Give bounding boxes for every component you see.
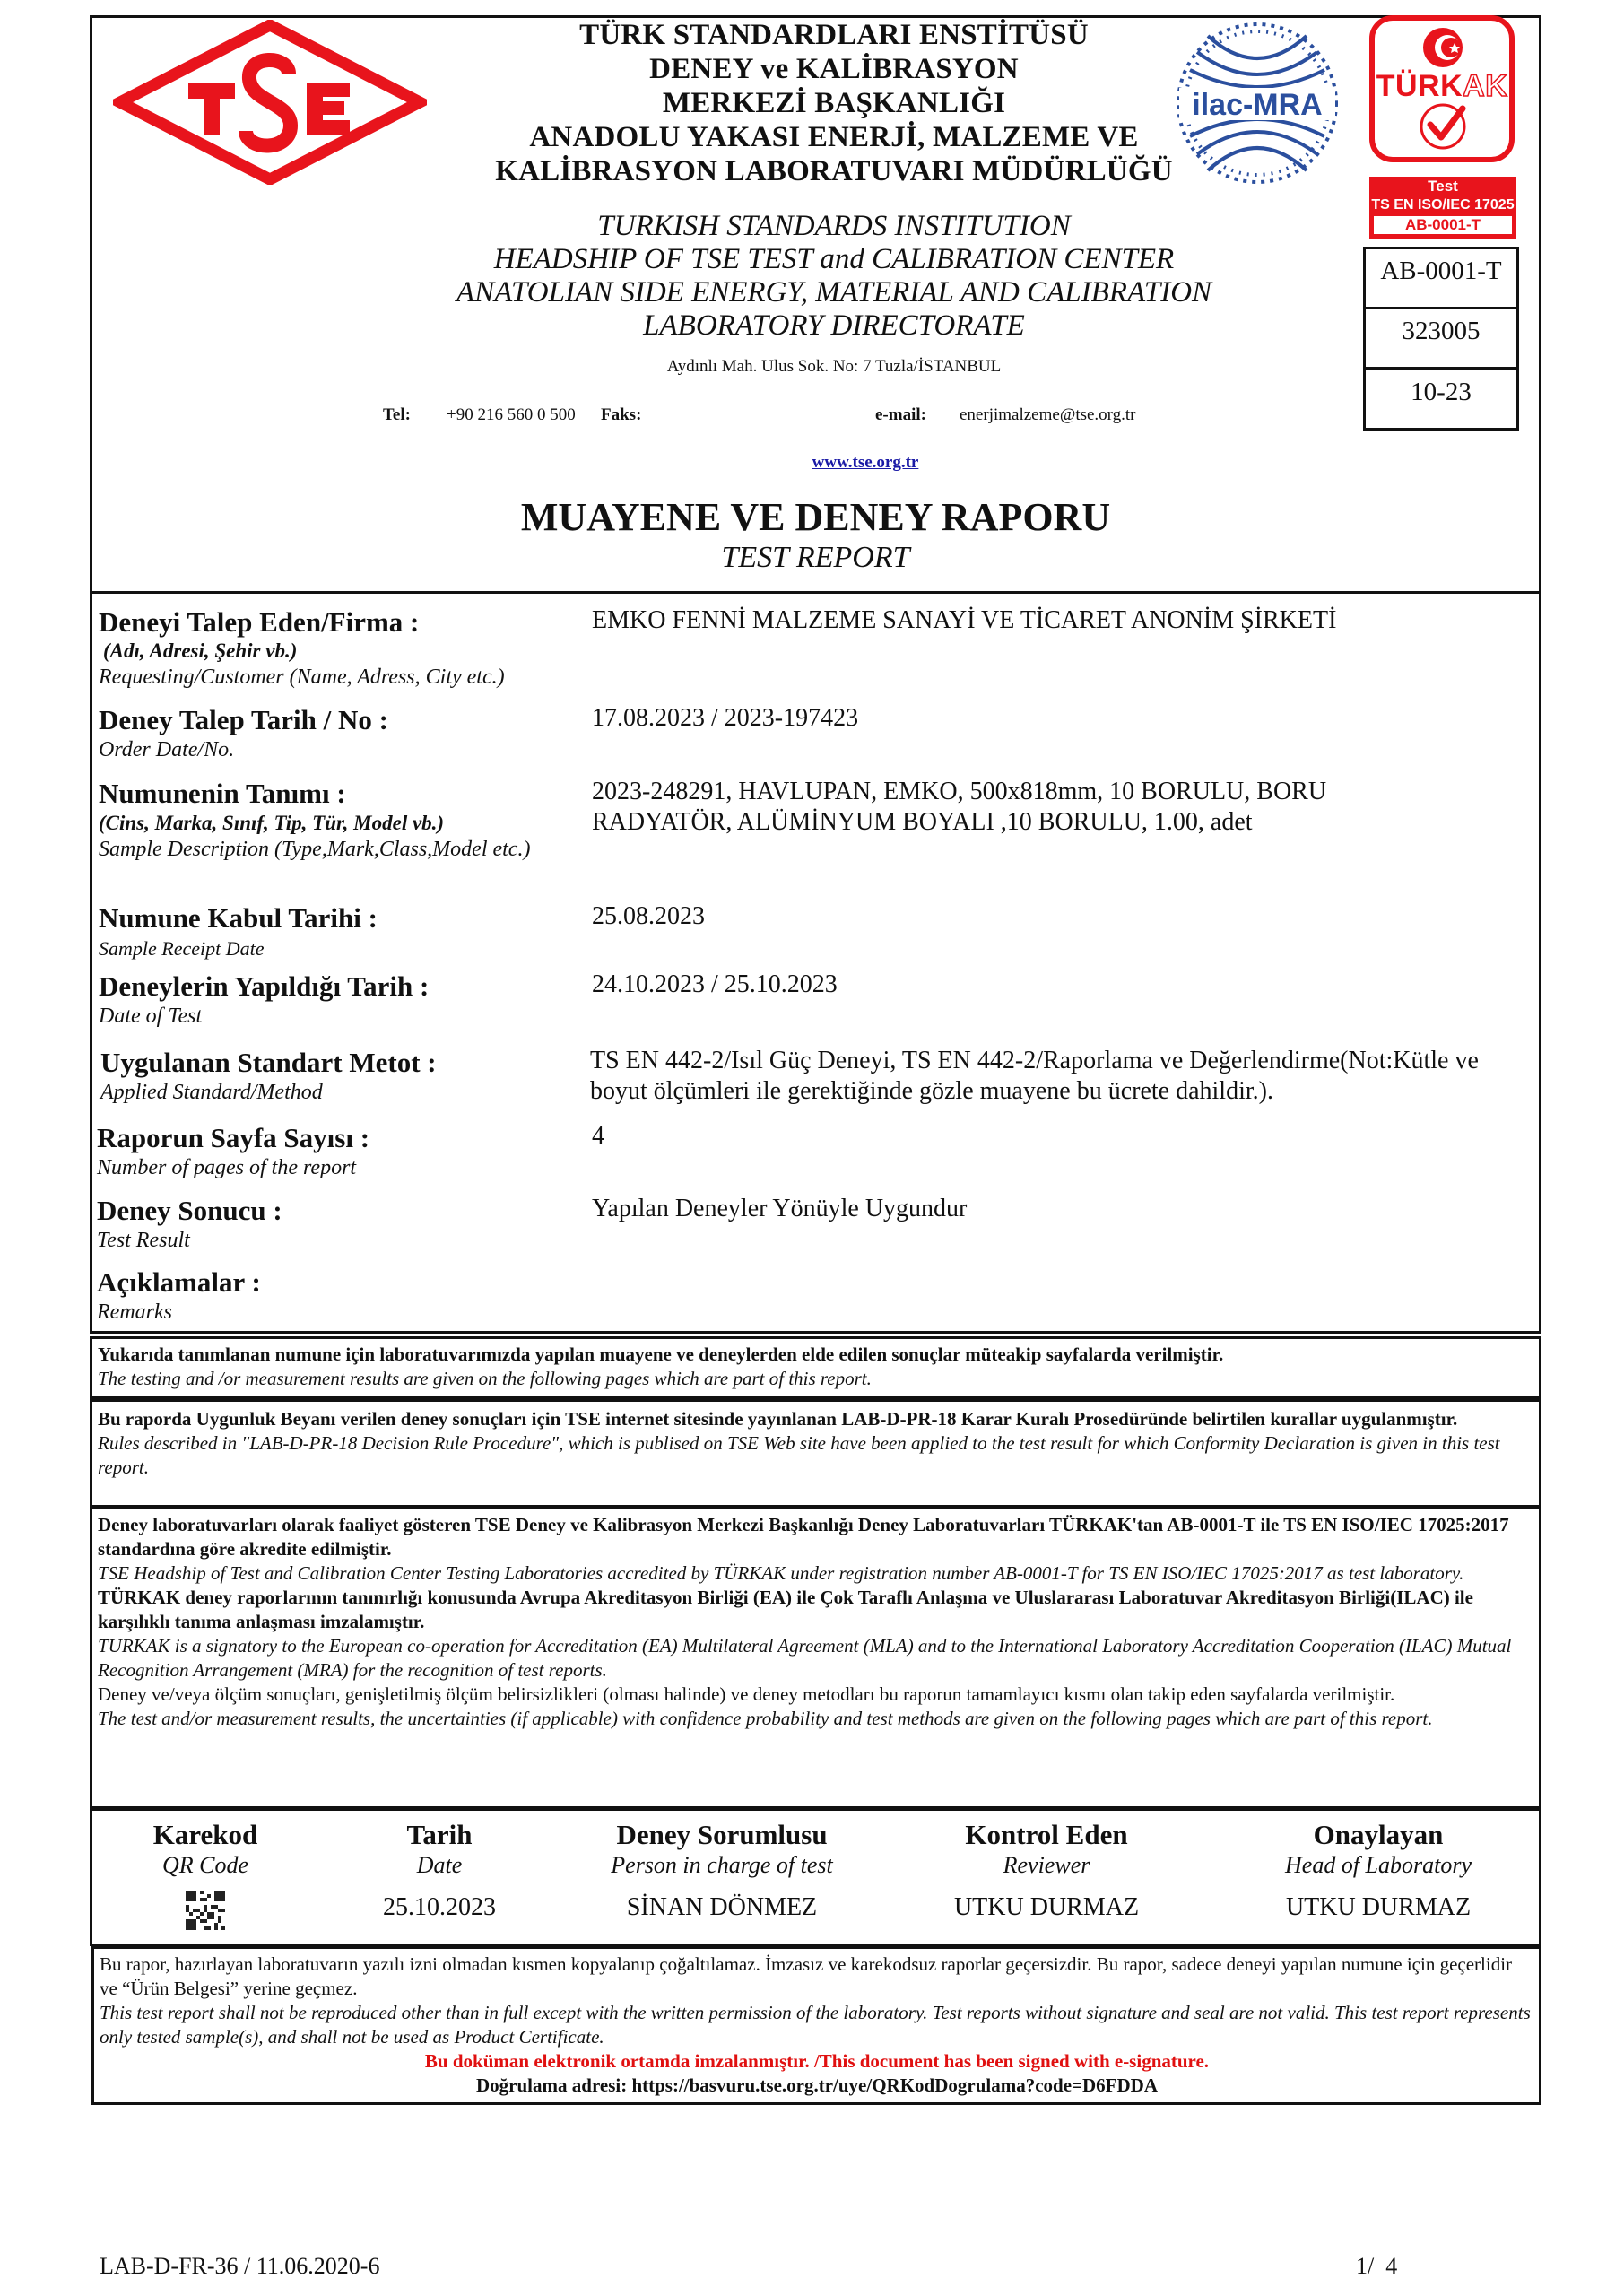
signature-value: SİNAN DÖNMEZ [626, 1893, 818, 1921]
ilac-mra-icon [1172, 18, 1342, 188]
decision-rule-en: Rules described in "LAB-D-PR-18 Decision Rule Procedure", which is publised on TSE Web site have been applied to the test result for which Conformity Declaration is given in this test report. [98, 1432, 1500, 1478]
turkak-logo [1366, 15, 1524, 239]
signature-value: UTKU DURMAZ [1285, 1893, 1472, 1921]
accreditation-box [90, 1507, 1541, 1809]
signature-subtitle: Date [416, 1852, 463, 1878]
field-label: Uygulanan Standart Metot : [100, 1047, 437, 1078]
ilac-mra-logo [1172, 18, 1342, 188]
signature-subtitle: QR Code [161, 1852, 249, 1878]
field-value: EMKO FENNİ MALZEME SANAYİ VE TİCARET ANONİM ŞİRKETİ [592, 606, 1337, 634]
field-value: 4 [592, 1122, 604, 1150]
qr-code-icon[interactable] [186, 1891, 225, 1930]
signature-subtitle: Reviewer [1003, 1852, 1090, 1878]
field-value: 24.10.2023 / 25.10.2023 [592, 970, 838, 998]
results-note-en: The testing and /or measurement results are given on the following pages which are part of this report. [98, 1368, 872, 1389]
lab-code-box: 323005 [1363, 307, 1519, 370]
signature-value: UTKU DURMAZ [953, 1893, 1140, 1921]
institution-en-line: HEADSHIP OF TSE TEST and CALIBRATION CENTER [493, 243, 1175, 275]
address: Aydınlı Mah. Ulus Sok. No: 7 Tuzla/İSTANBUL [666, 357, 1002, 376]
disclaimer-box [91, 1946, 1541, 2105]
field-label: Numunenin Tanımı : [99, 778, 346, 809]
institution-en-line: ANATOLIAN SIDE ENERGY, MATERIAL AND CALIBRATION [456, 276, 1212, 309]
field-label: Deneylerin Yapıldığı Tarih : [99, 970, 430, 1002]
ilac-mra-text: ilac-MRA [1192, 88, 1323, 122]
signature-value: 25.10.2023 [383, 1893, 496, 1921]
signature-title: Deney Sorumlusu [616, 1819, 828, 1850]
field-sublabel-en: Number of pages of the report [97, 1156, 357, 1179]
mla-note-en: TURKAK is a signatory to the European co-operation for Accreditation (EA) Multilateral Agreement (MLA) and to the International Laboratory Accreditation Cooperation (ILAC) Mutual Recognition Arrangement (MRA) for the recognition of test reports. [98, 1635, 1512, 1681]
turkak-badge [1369, 177, 1516, 239]
field-label: Açıklamalar : [97, 1266, 261, 1298]
accreditation-note-tr: Deney laboratuvarları olarak faaliyet gösteren TSE Deney ve Kalibrasyon Merkezi Başkanlığı Deney Laboratuvarları TÜRKAK'tan AB-0001-T ile TS EN ISO/IEC 17025:2017 standardına göre akredite edilmiştir. [98, 1514, 1509, 1560]
website-link-text[interactable]: www.tse.org.tr [812, 453, 919, 472]
report-title [90, 495, 1541, 576]
uncertainty-note-tr: Deney ve/veya ölçüm sonuçları, genişletilmiş ölçüm belirsizlikleri (olması halinde) ve deney metodları bu raporun tamamlayıcı kısmı olan takip eden sayfalarda verilmiştir. [98, 1683, 1395, 1705]
field-value: 2023-248291, HAVLUPAN, EMKO, 500x818mm, 10 BORULU, BORU RADYATÖR, ALÜMİNYUM BOYALI ,10 BORULU, 1.00, adet [592, 778, 1327, 836]
field-sublabel-en: Sample Description (Type,Mark,Class,Model etc.) [99, 838, 531, 861]
institution-en-line: LABORATORY DIRECTORATE [643, 309, 1025, 342]
tel-value: +90 216 560 0 500 [447, 405, 576, 424]
signature-date [296, 1819, 583, 1923]
results-note-box [90, 1336, 1541, 1399]
field-label: Deney Talep Tarih / No : [99, 704, 388, 735]
disclaimer-en: This test report shall not be reproduced other than in full except with the written permission of the laboratory. Test reports without signature and seal are not valid. This test report represents only tested sample(s), and shall not be used as Product Certificate. [100, 2002, 1531, 2048]
institution-en-line: TURKISH STANDARDS INSTITUTION [597, 210, 1071, 242]
turkak-badge-standard: TS EN ISO/IEC 17025 [1371, 197, 1515, 213]
field-sublabel-en: Sample Receipt Date [99, 937, 265, 960]
esignature-note: Bu doküman elektronik ortamda imzalanmıştır. /This document has been signed with e-signature. [424, 2050, 1210, 2072]
date-code-box: 10-23 [1363, 368, 1519, 430]
institution-tr-line: TÜRK STANDARDLARI ENSTİTÜSÜ [579, 19, 1089, 51]
field-sublabel-en: Test Result [97, 1229, 190, 1252]
accreditation-code-box: AB-0001-T [1363, 247, 1519, 309]
header-divider [90, 591, 1541, 594]
signature-title: Karekod [152, 1819, 258, 1850]
field-sublabel-en: Applied Standard/Method [100, 1081, 323, 1104]
results-note-tr: Yukarıda tanımlanan numune için laboratuvarımızda yapılan muayene ve deneylerden elde edilen sonuçlar müteakip sayfalarda verilmiştir. [98, 1344, 1224, 1365]
signature-title: Onaylayan [1313, 1819, 1444, 1850]
field-value: 17.08.2023 / 2023-197423 [592, 704, 859, 732]
field-label: Numune Kabul Tarihi : [99, 902, 378, 934]
field-label: Raporun Sayfa Sayısı : [97, 1122, 370, 1153]
form-code: LAB-D-FR-36 / 11.06.2020-6 [100, 2253, 380, 2279]
signature-reviewer [903, 1819, 1190, 1923]
field-label: Deney Sonucu : [97, 1195, 282, 1226]
accreditation-note-en: TSE Headship of Test and Calibration Center Testing Laboratories accredited by TÜRKAK under registration number AB-0001-T for TS EN ISO/IEC 17025:2017 as test laboratory. [98, 1562, 1464, 1584]
field-value: Yapılan Deneyler Yönüyle Uygundur [592, 1195, 968, 1222]
signature-test-responsible [578, 1819, 865, 1923]
institution-tr-line: MERKEZİ BAŞKANLIĞI [662, 87, 1006, 119]
field-value: 25.08.2023 [592, 902, 705, 930]
institution-tr-line: KALİBRASYON LABORATUVARI MÜDÜRLÜĞÜ [495, 155, 1173, 187]
report-title-tr: MUAYENE VE DENEY RAPORU [520, 495, 1111, 539]
field-sublabel-en: Order Date/No. [99, 738, 235, 761]
turkak-name-bold: TÜRK [1376, 69, 1463, 103]
field-sublabel-tr: (Adı, Adresi, Şehir vb.) [103, 639, 298, 662]
field-sublabel-en: Date of Test [99, 1004, 203, 1028]
verification-address[interactable]: Doğrulama adresi: https://basvuru.tse.org.tr/uye/QRKodDogrulama?code=D6FDDA [476, 2074, 1158, 2096]
turkak-name [1369, 69, 1515, 104]
tel-label: Tel: [383, 405, 411, 424]
website-link[interactable] [448, 453, 1282, 473]
email-link[interactable]: enerjimalzeme@tse.org.tr [960, 405, 1136, 424]
signature-approver [1235, 1819, 1522, 1923]
decision-rule-box [90, 1399, 1541, 1508]
institution-tr-line: DENEY ve KALİBRASYON [649, 53, 1019, 85]
turkak-badge-test: Test [1428, 178, 1458, 195]
signature-subtitle: Person in charge of test [611, 1852, 833, 1878]
tse-logo [113, 20, 427, 185]
institution-tr-line: ANADOLU YAKASI ENERJİ, MALZEME VE [529, 121, 1139, 153]
field-sublabel-en: Remarks [97, 1300, 172, 1324]
institution-name-en [448, 210, 1220, 343]
field-value: TS EN 442-2/Isıl Güç Deneyi, TS EN 442-2/Raporlama ve Değerlendirme(Not:Kütle ve boyut ölçümleri ile gerektiğinde gözle muayene bu ücrete dahildir.). [590, 1047, 1479, 1105]
field-label: Deneyi Talep Eden/Firma : [99, 606, 420, 638]
signature-title: Tarih [406, 1819, 473, 1850]
field-sublabel-en: Requesting/Customer (Name, Adress, City etc.) [99, 665, 505, 689]
tse-logo-icon [113, 20, 427, 185]
mla-note-tr: TÜRKAK deney raporlarının tanınırlığı konusunda Avrupa Akreditasyon Birliği (EA) ile Çok Taraflı Anlaşma ve Uluslararası Laboratuvar Akreditasyon Birliği(ILAC) ile karşılıklı tanıma anlaşması imzalamıştır. [98, 1587, 1473, 1632]
field-sublabel-tr: (Cins, Marka, Sınıf, Tip, Tür, Model vb.) [99, 812, 445, 834]
email-label: e-mail: [875, 405, 926, 424]
disclaimer-tr: Bu rapor, hazırlayan laboratuvarın yazılı izni olmadan kısmen kopyalanıp çoğaltılamaz. İmzasız ve karekodsuz raporlar geçersizdir. Bu rapor, sadece deneyi yapılan numune için geçerlidir ve “Ürün Belgesi” yerine geçmez. [100, 1953, 1513, 1999]
signature-title: Kontrol Eden [965, 1819, 1128, 1850]
turkak-badge-code: AB-0001-T [1372, 214, 1514, 236]
page-number: 1/ 4 [1356, 2253, 1398, 2279]
report-title-en: TEST REPORT [721, 541, 910, 574]
decision-rule-tr: Bu raporda Uygunluk Beyanı verilen deney sonuçları için TSE internet sitesinde yayınlanan LAB-D-PR-18 Karar Kuralı Prosedüründe belirtilen kurallar uygulanmıştır. [98, 1408, 1458, 1430]
turkak-name-outline: AK [1463, 69, 1508, 103]
uncertainty-note-en: The test and/or measurement results, the uncertainties (if applicable) with confidence probability and test methods are given on the following pages which are part of this report. [98, 1708, 1433, 1729]
fax-label: Faks: [601, 405, 642, 424]
institution-name-tr [448, 18, 1220, 188]
signature-subtitle: Head of Laboratory [1285, 1852, 1472, 1878]
